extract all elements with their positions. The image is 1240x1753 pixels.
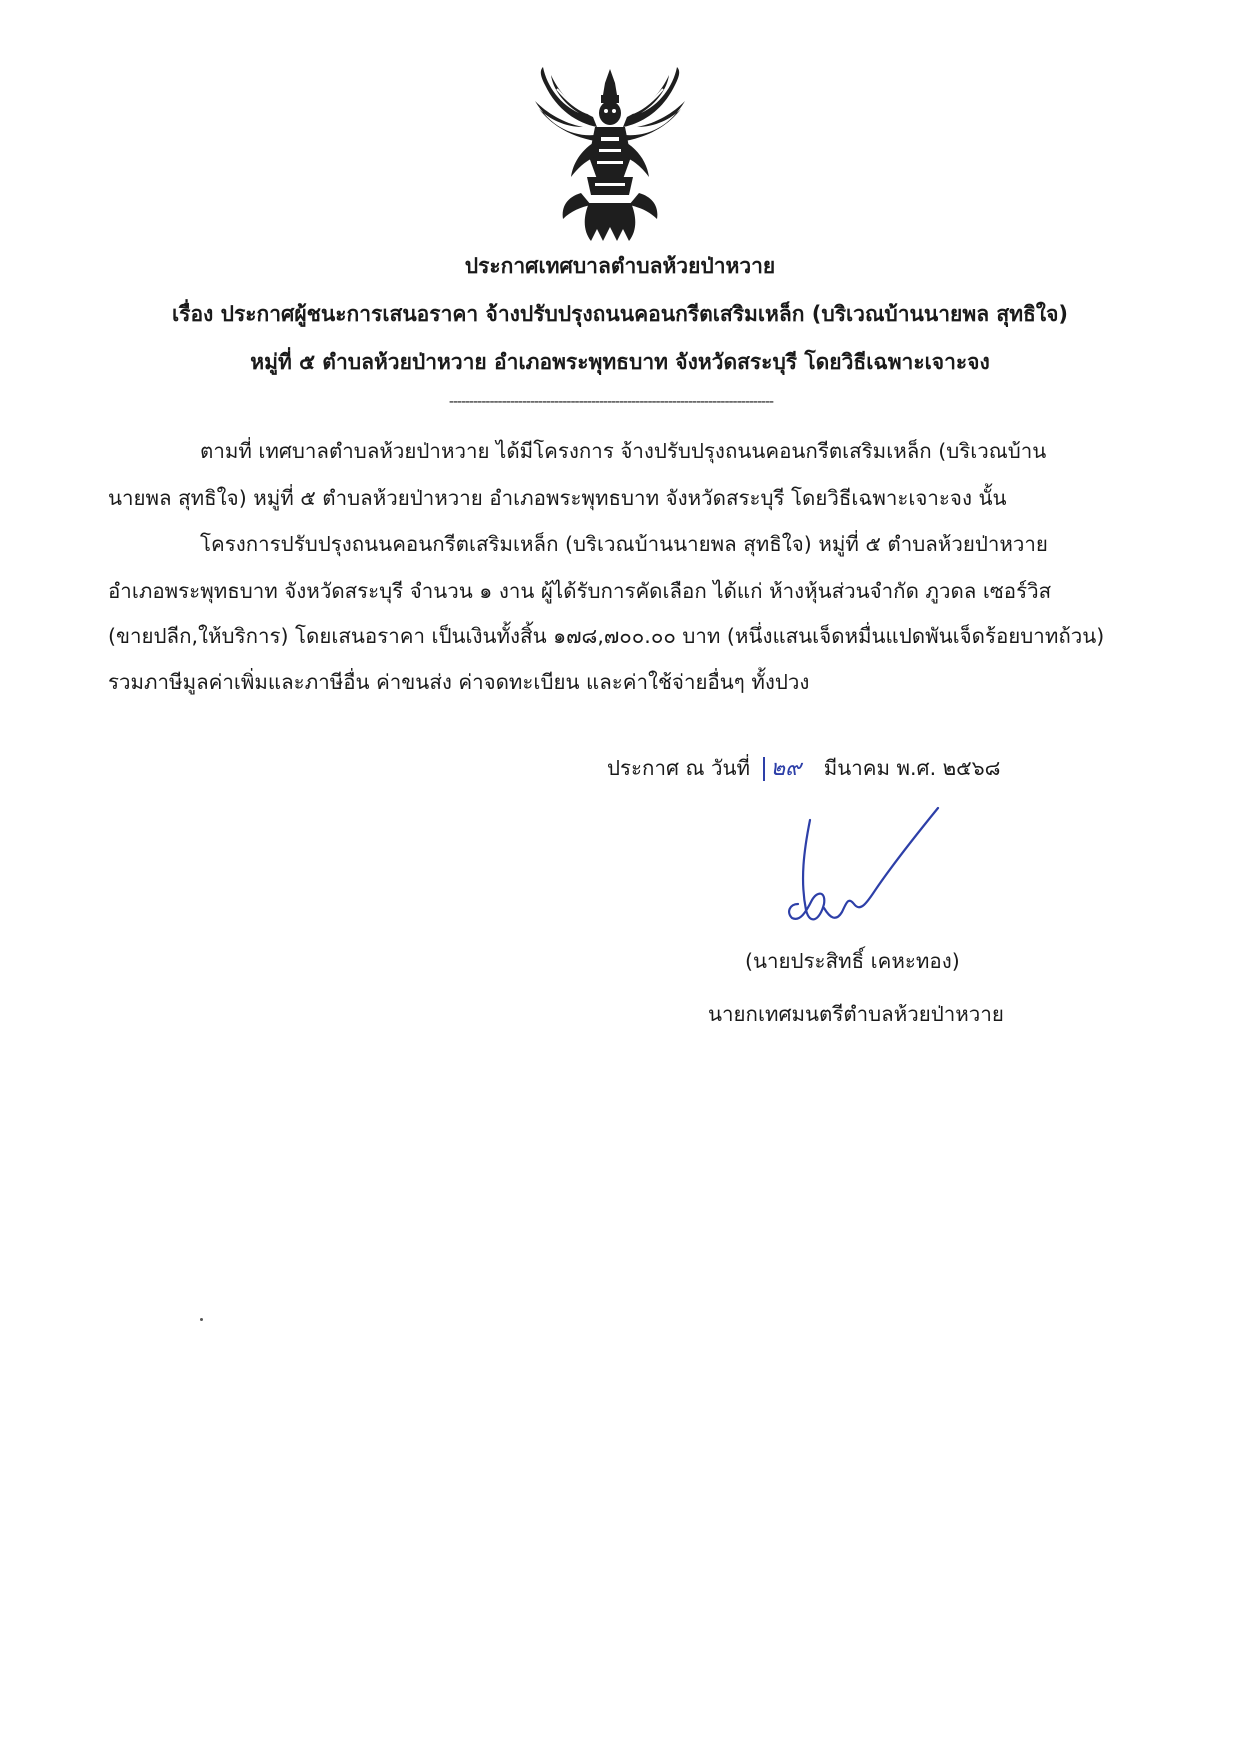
body-line-4: อำเภอพระพุทธบาท จังหวัดสระบุรี จำนวน ๑ งาน ผู้ได้รับการคัดเลือก ได้แก่ ห้างหุ้นส่วนจำกัด ภูวดล เซอร์วิส [108, 579, 1052, 603]
date-day-handwritten: ๒๙ [763, 757, 812, 781]
title-separator: -------------------------------------------------------------------------------- [448, 394, 774, 410]
date-suffix: มีนาคม พ.ศ. ๒๕๖๘ [823, 756, 1001, 780]
garuda-emblem-icon [527, 65, 693, 245]
announcement-title: ประกาศเทศบาลตำบลห้วยป่าหวาย [464, 254, 776, 278]
body-line-1: ตามที่ เทศบาลตำบลห้วยป่าหวาย ได้มีโครงการ จ้างปรับปรุงถนนคอนกรีตเสริมเหล็ก (บริเวณบ้าน [200, 439, 1047, 463]
body-line-6: รวมภาษีมูลค่าเพิ่มและภาษีอื่น ค่าขนส่ง ค่าจดทะเบียน และค่าใช้จ่ายอื่นๆ ทั้งปวง [108, 670, 810, 694]
signature-icon [770, 800, 960, 950]
body-line-2: นายพล สุทธิใจ) หมู่ที่ ๕ ตำบลห้วยป่าหวาย อำเภอพระพุทธบาท จังหวัดสระบุรี โดยวิธีเฉพาะเจาะจง นั้น [108, 486, 1007, 510]
signer-title: นายกเทศมนตรีตำบลห้วยป่าหวาย [708, 1002, 1004, 1026]
announcement-date [607, 752, 1000, 785]
body-line-3: โครงการปรับปรุงถนนคอนกรีตเสริมเหล็ก (บริเวณบ้านนายพล สุทธิใจ) หมู่ที่ ๕ ตำบลห้วยป่าหวาย [200, 532, 1048, 556]
date-prefix: ประกาศ ณ วันที่ [607, 756, 751, 780]
subject-line-1: เรื่อง ประกาศผู้ชนะการเสนอราคา จ้างปรับปรุงถนนคอนกรีตเสริมเหล็ก (บริเวณบ้านนายพล สุทธิใจ) [171, 302, 1069, 326]
signer-name: (นายประสิทธิ์ เคหะทอง) [745, 949, 960, 973]
scan-speck [200, 1318, 203, 1321]
body-line-5: (ขายปลีก,ให้บริการ) โดยเสนอราคา เป็นเงินทั้งสิ้น ๑๗๘,๗๐๐.๐๐ บาท (หนึ่งแสนเจ็ดหมื่นแปดพันเจ็ดร้อยบาทถ้วน) [108, 624, 1105, 648]
subject-line-2: หมู่ที่ ๕ ตำบลห้วยป่าหวาย อำเภอพระพุทธบาท จังหวัดสระบุรี โดยวิธีเฉพาะเจาะจง [250, 350, 990, 374]
